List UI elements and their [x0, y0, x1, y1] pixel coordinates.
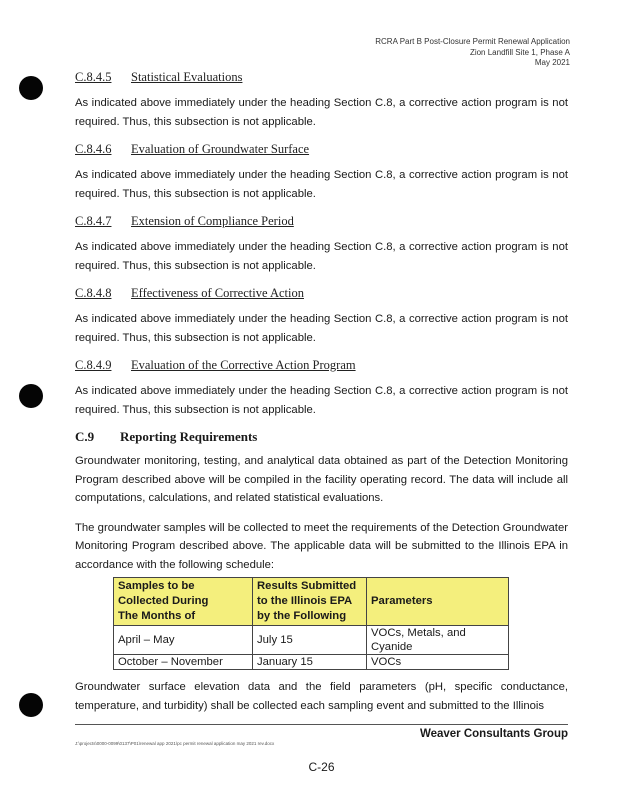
table-cell: January 15 [253, 655, 367, 670]
section-number: C.8.4.6 [75, 142, 112, 156]
section-number: C.8.4.8 [75, 286, 112, 300]
section-body: As indicated above immediately under the heading Section C.8, a corrective action program is not required. Thus, this subsection is not applicable. [75, 385, 568, 416]
footer-divider [75, 724, 568, 725]
section-number: C.9 [75, 429, 95, 444]
footer-file-path: J:\projects\0000-0099\0137\P01\renewal app 2021\pc permit renewal application may 2021 rev.docx [75, 741, 275, 746]
table-cell: July 15 [253, 626, 367, 655]
section-title: Statistical Evaluations [131, 70, 243, 84]
section-number: C.8.4.9 [75, 358, 112, 372]
section-number: C.8.4.7 [75, 214, 112, 228]
table-cell: April – May [114, 626, 253, 655]
header-results-submitted: Results Submitted to the Illinois EPA by the Following [253, 578, 367, 626]
binder-hole-bottom [19, 693, 43, 717]
binder-hole-top [19, 76, 43, 100]
table-cell: VOCs [367, 655, 509, 670]
section-body: As indicated above immediately under the heading Section C.8, a corrective action program is not required. Thus, this subsection is not applicable. [75, 97, 568, 128]
section-title: Effectiveness of Corrective Action [131, 286, 304, 300]
section-heading-c848 [75, 286, 568, 301]
section-body: As indicated above immediately under the heading Section C.8, a corrective action program is not required. Thus, this subsection is not applicable. [75, 313, 568, 344]
section-title: Reporting Requirements [120, 429, 258, 444]
page-content [75, 70, 568, 726]
section-title: Evaluation of the Corrective Action Program [131, 358, 356, 372]
section-heading-c846 [75, 142, 568, 157]
section-heading-c847 [75, 214, 568, 229]
header-samples-collected: Samples to be Collected During The Months of [114, 578, 253, 626]
table-cell: VOCs, Metals, and Cyanide [367, 626, 509, 655]
section-body: As indicated above immediately under the heading Section C.8, a corrective action program is not required. Thus, this subsection is not applicable. [75, 169, 568, 200]
sampling-schedule-table [113, 577, 509, 670]
section-body: As indicated above immediately under the heading Section C.8, a corrective action program is not required. Thus, this subsection is not applicable. [75, 241, 568, 272]
reporting-paragraph-1: Groundwater monitoring, testing, and analytical data obtained as part of the Detection Monitoring Program described above will be compiled in the facility operating record. The data will include all computations, calculations, and related statistical evaluations. [75, 455, 568, 504]
section-number: C.8.4.5 [75, 70, 112, 84]
table-row [114, 655, 509, 670]
section-heading-c845 [75, 70, 568, 85]
header-parameters: Parameters [367, 578, 509, 626]
reporting-paragraph-3: Groundwater surface elevation data and the field parameters (pH, specific conductance, temperature, and turbidity) shall be collected each sampling event and submitted to the Illinois [75, 681, 568, 712]
reporting-paragraph-2: The groundwater samples will be collected to meet the requirements of the Detection Groundwater Monitoring Program described above. The applicable data will be submitted to the Illinois EPA in accordance with the following schedule: [75, 521, 568, 571]
section-title: Evaluation of Groundwater Surface [131, 142, 310, 156]
table-cell: October – November [114, 655, 253, 670]
header-site: Zion Landfill Site 1, Phase A [469, 47, 570, 57]
document-header [375, 37, 570, 69]
page-number: C-26 [308, 760, 335, 774]
table-header-row [114, 578, 509, 626]
binder-hole-middle [19, 384, 43, 408]
footer-company: Weaver Consultants Group [419, 728, 568, 740]
section-title: Extension of Compliance Period [131, 214, 294, 228]
table-row [114, 626, 509, 655]
header-date: May 2021 [534, 58, 570, 67]
header-title: RCRA Part B Post-Closure Permit Renewal Application [375, 37, 570, 46]
section-heading-c9 [75, 429, 568, 445]
section-heading-c849 [75, 358, 568, 373]
